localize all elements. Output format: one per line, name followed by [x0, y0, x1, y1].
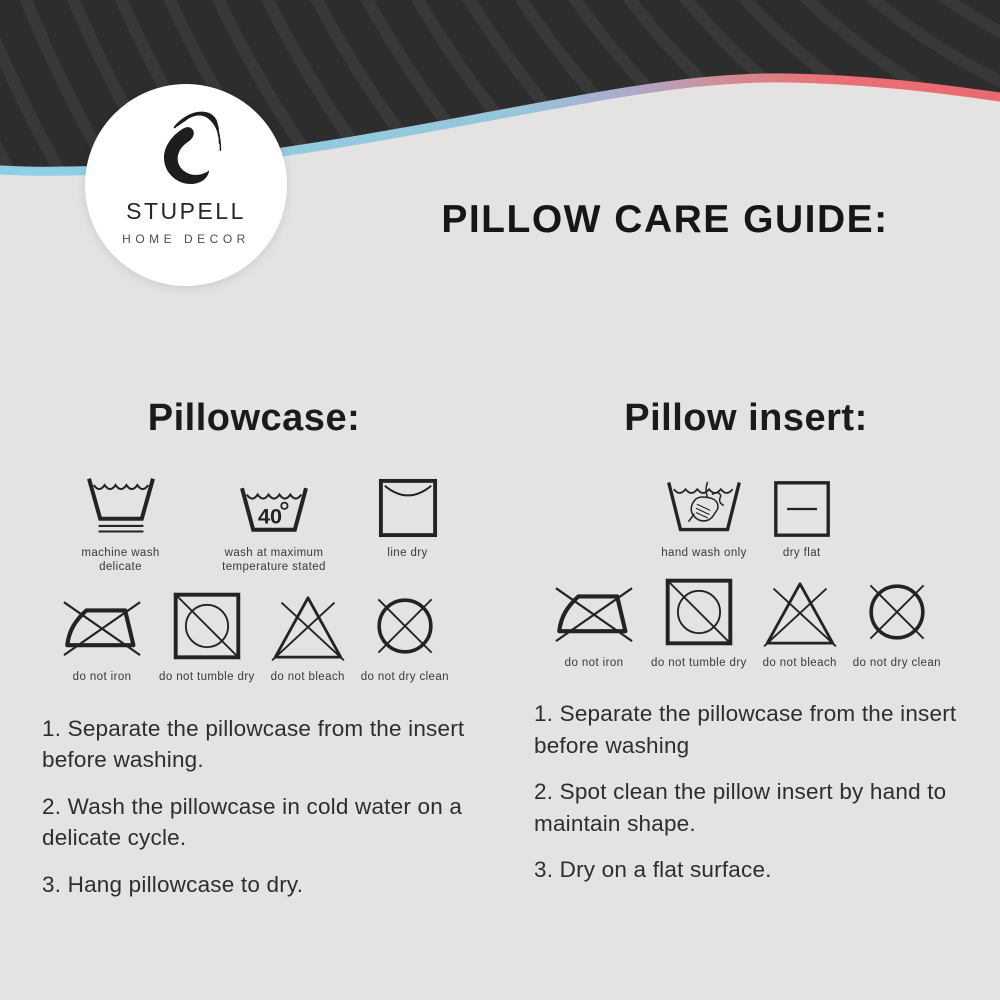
brand-logo-badge	[85, 84, 287, 286]
care-icon-label: do not iron	[72, 671, 132, 684]
brand-name: STUPELL	[126, 198, 246, 224]
pillow-insert-heading: Pillow insert:	[624, 397, 868, 439]
care-icon-label: do not tumble dry	[651, 656, 747, 669]
care-icon-label: do not bleach	[762, 656, 837, 669]
care-icon-label: hand wash only	[661, 546, 747, 559]
pillowcase-instructions	[36, 713, 472, 916]
do-not-bleach-icon	[269, 582, 347, 662]
care-icon-cell	[853, 568, 941, 670]
instruction-step: 1. Separate the pillowcase from the insert before washing.	[42, 715, 465, 773]
do-not-dry-clean-icon	[369, 582, 441, 662]
do-not-tumble-dry-icon	[171, 582, 243, 662]
pillowcase-wash-icon-row	[36, 466, 472, 575]
instruction-step: 1. Separate the pillowcase from the insert before washing	[534, 701, 957, 758]
line-dry-icon	[378, 466, 438, 538]
pillow-insert-wash-icon-row	[528, 466, 964, 560]
do-not-iron-icon	[551, 568, 637, 648]
care-icon-cell	[59, 582, 145, 684]
do-not-dry-clean-icon	[861, 568, 933, 648]
do-not-tumble-dry-icon	[663, 568, 735, 648]
pillowcase-heading: Pillowcase:	[147, 397, 361, 439]
care-icon-label: do not dry clean	[852, 656, 941, 669]
care-icon-cell	[71, 466, 171, 575]
pillowcase-warning-icon-row	[36, 582, 472, 684]
care-icon-label: do not bleach	[270, 671, 345, 684]
instruction-step: 2. Wash the pillowcase in cold water on a delicate cycle.	[42, 793, 463, 851]
care-icon-label: do not iron	[564, 656, 624, 669]
care-icon-cell	[661, 466, 747, 560]
pillow-insert-warning-icon-row	[528, 568, 964, 670]
care-icon-label: do not dry clean	[360, 671, 449, 684]
care-icon-label: do not tumble dry	[159, 671, 255, 684]
pillowcase-column	[36, 396, 472, 915]
pillow-insert-column	[528, 396, 964, 915]
care-icon-cell	[551, 568, 637, 670]
care-icon-cell	[197, 466, 352, 575]
care-icon-label: machine wash delicate	[81, 546, 160, 573]
dry-flat-icon	[773, 466, 831, 538]
care-icon-cell	[361, 582, 449, 684]
care-columns	[0, 382, 1000, 915]
care-icon-cell	[159, 582, 255, 684]
care-icon-label: wash at maximum temperature stated	[222, 546, 326, 573]
do-not-iron-icon	[59, 582, 145, 662]
pillow-insert-instructions	[528, 698, 964, 901]
instruction-step: 2. Spot clean the pillow insert by hand to maintain shape.	[534, 779, 947, 836]
do-not-bleach-icon	[761, 568, 839, 648]
instruction-step: 3. Dry on a flat surface.	[534, 857, 772, 883]
machine-wash-delicate-icon	[81, 466, 161, 538]
care-icon-label: line dry	[387, 546, 428, 559]
care-icon-cell	[269, 582, 347, 684]
care-icon-label: dry flat	[782, 546, 821, 559]
care-icon-cell	[773, 466, 831, 560]
hand-wash-only-icon	[662, 466, 746, 538]
care-icon-cell	[378, 466, 438, 560]
page-title: PILLOW CARE GUIDE:	[441, 198, 889, 241]
stupell-swirl-icon	[138, 100, 234, 196]
care-icon-cell	[651, 568, 747, 670]
wash-at-maximum-temperature-icon	[234, 466, 314, 538]
svg-text:40: 40	[257, 502, 283, 528]
brand-tagline: HOME DECOR	[122, 232, 250, 246]
instruction-step: 3. Hang pillowcase to dry.	[42, 871, 304, 897]
care-icon-cell	[761, 568, 839, 670]
